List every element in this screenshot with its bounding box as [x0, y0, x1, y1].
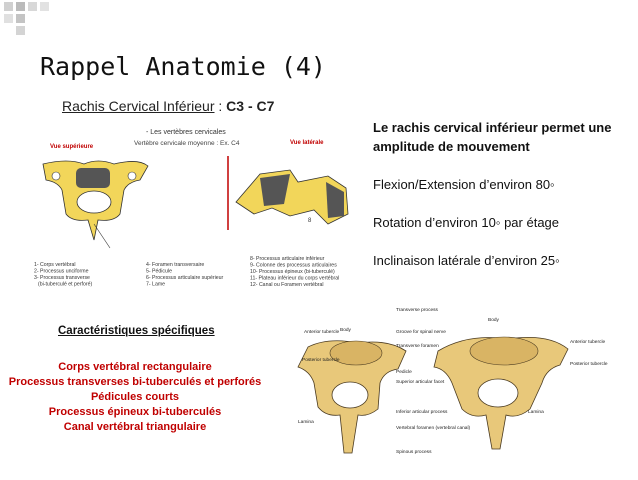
svg-text:Spinous process: Spinous process [396, 450, 432, 455]
svg-text:Anterior tubercle: Anterior tubercle [570, 340, 606, 345]
legend-mid: 4- Foramen transversaire 5- Pédicule 6- Processus articulaire supérieur 7- Lame [146, 262, 224, 288]
view-lateral-label: Vue latérale [290, 140, 324, 146]
subtitle-region: Rachis Cervical Inférieur [62, 98, 215, 114]
svg-text:Pedicle: Pedicle [396, 370, 412, 375]
svg-text:Transverse foramen: Transverse foramen [396, 344, 439, 349]
view-superior-label: Vue supérieure [50, 144, 94, 150]
vertebra-illustration [268, 303, 628, 475]
cervical-vertebra-figure [28, 118, 358, 293]
characteristic-item: Processus épineux bi-tuberculés [48, 406, 222, 418]
svg-text:Lamina: Lamina [528, 410, 544, 415]
characteristics-heading: Caractéristiques spécifiques [58, 325, 215, 337]
svg-text:Superior articular facet: Superior articular facet [396, 380, 445, 385]
svg-text:Inferior articular process: Inferior articular process [396, 410, 448, 415]
movement-item-rotation: Rotation d’environ 10◦ par étage [373, 215, 560, 230]
legend-right: 8- Processus articulaire inférieur 9- Colonne des processus articulaires 10- Processus épineux (bi-tuberculé) 11- Plateau inférieur du corps vertébral 12- Canal ou Foramen vertébral [250, 256, 340, 288]
movement-item-flexion: Flexion/Extension d’environ 80◦ [373, 177, 555, 192]
svg-text:8: 8 [308, 218, 312, 224]
legend-left: 1- Corps vertébral 2- Processus unciforme 3- Processus transverse (bi-tuberculé et perforé) [34, 262, 93, 288]
figure-subheading: Vertèbre cervicale moyenne : Ex. C4 [134, 140, 240, 147]
subtitle-sep: : [214, 98, 227, 114]
characteristics-list [0, 360, 270, 435]
movement-lead: Le rachis cervical inférieur permet une amplitude de mouvement [373, 120, 612, 154]
lateral-view-vertebra [236, 170, 348, 224]
characteristic-item: Processus transverses bi-tuberculés et perforés [8, 376, 262, 388]
page-title: Rappel Anatomie (4) [40, 52, 326, 81]
corner-decoration [0, 0, 60, 40]
svg-text:Transverse process: Transverse process [396, 308, 438, 313]
svg-text:Lamina: Lamina [298, 420, 314, 425]
characteristic-item: Canal vertébral triangulaire [63, 421, 207, 433]
characteristic-item: Corps vertébral rectangulaire [58, 361, 212, 373]
figure-heading: - Les vertèbres cervicales [146, 129, 226, 136]
characteristic-item: Pédicules courts [90, 391, 180, 403]
cervical-vertebra-svg [28, 118, 358, 293]
vertebra-illustration-svg [268, 303, 628, 475]
superior-view-vertebra [43, 161, 148, 248]
svg-text:Vertebral foramen (vertebral c: Vertebral foramen (vertebral canal) [396, 426, 471, 431]
svg-text:Body: Body [488, 318, 499, 323]
vertebra-right [434, 337, 568, 449]
movement-item-inclination: Inclinaison latérale d’environ 25◦ [373, 253, 560, 268]
movement-points [373, 118, 635, 289]
svg-text:Anterior tubercle: Anterior tubercle [304, 330, 340, 335]
svg-text:Posterior tubercle: Posterior tubercle [302, 358, 340, 363]
subtitle [62, 98, 274, 114]
svg-text:Posterior tubercle: Posterior tubercle [570, 362, 608, 367]
subtitle-levels: C3 - C7 [226, 98, 275, 114]
svg-text:Groove for spinal nerve: Groove for spinal nerve [396, 330, 446, 335]
svg-text:Body: Body [340, 328, 351, 333]
